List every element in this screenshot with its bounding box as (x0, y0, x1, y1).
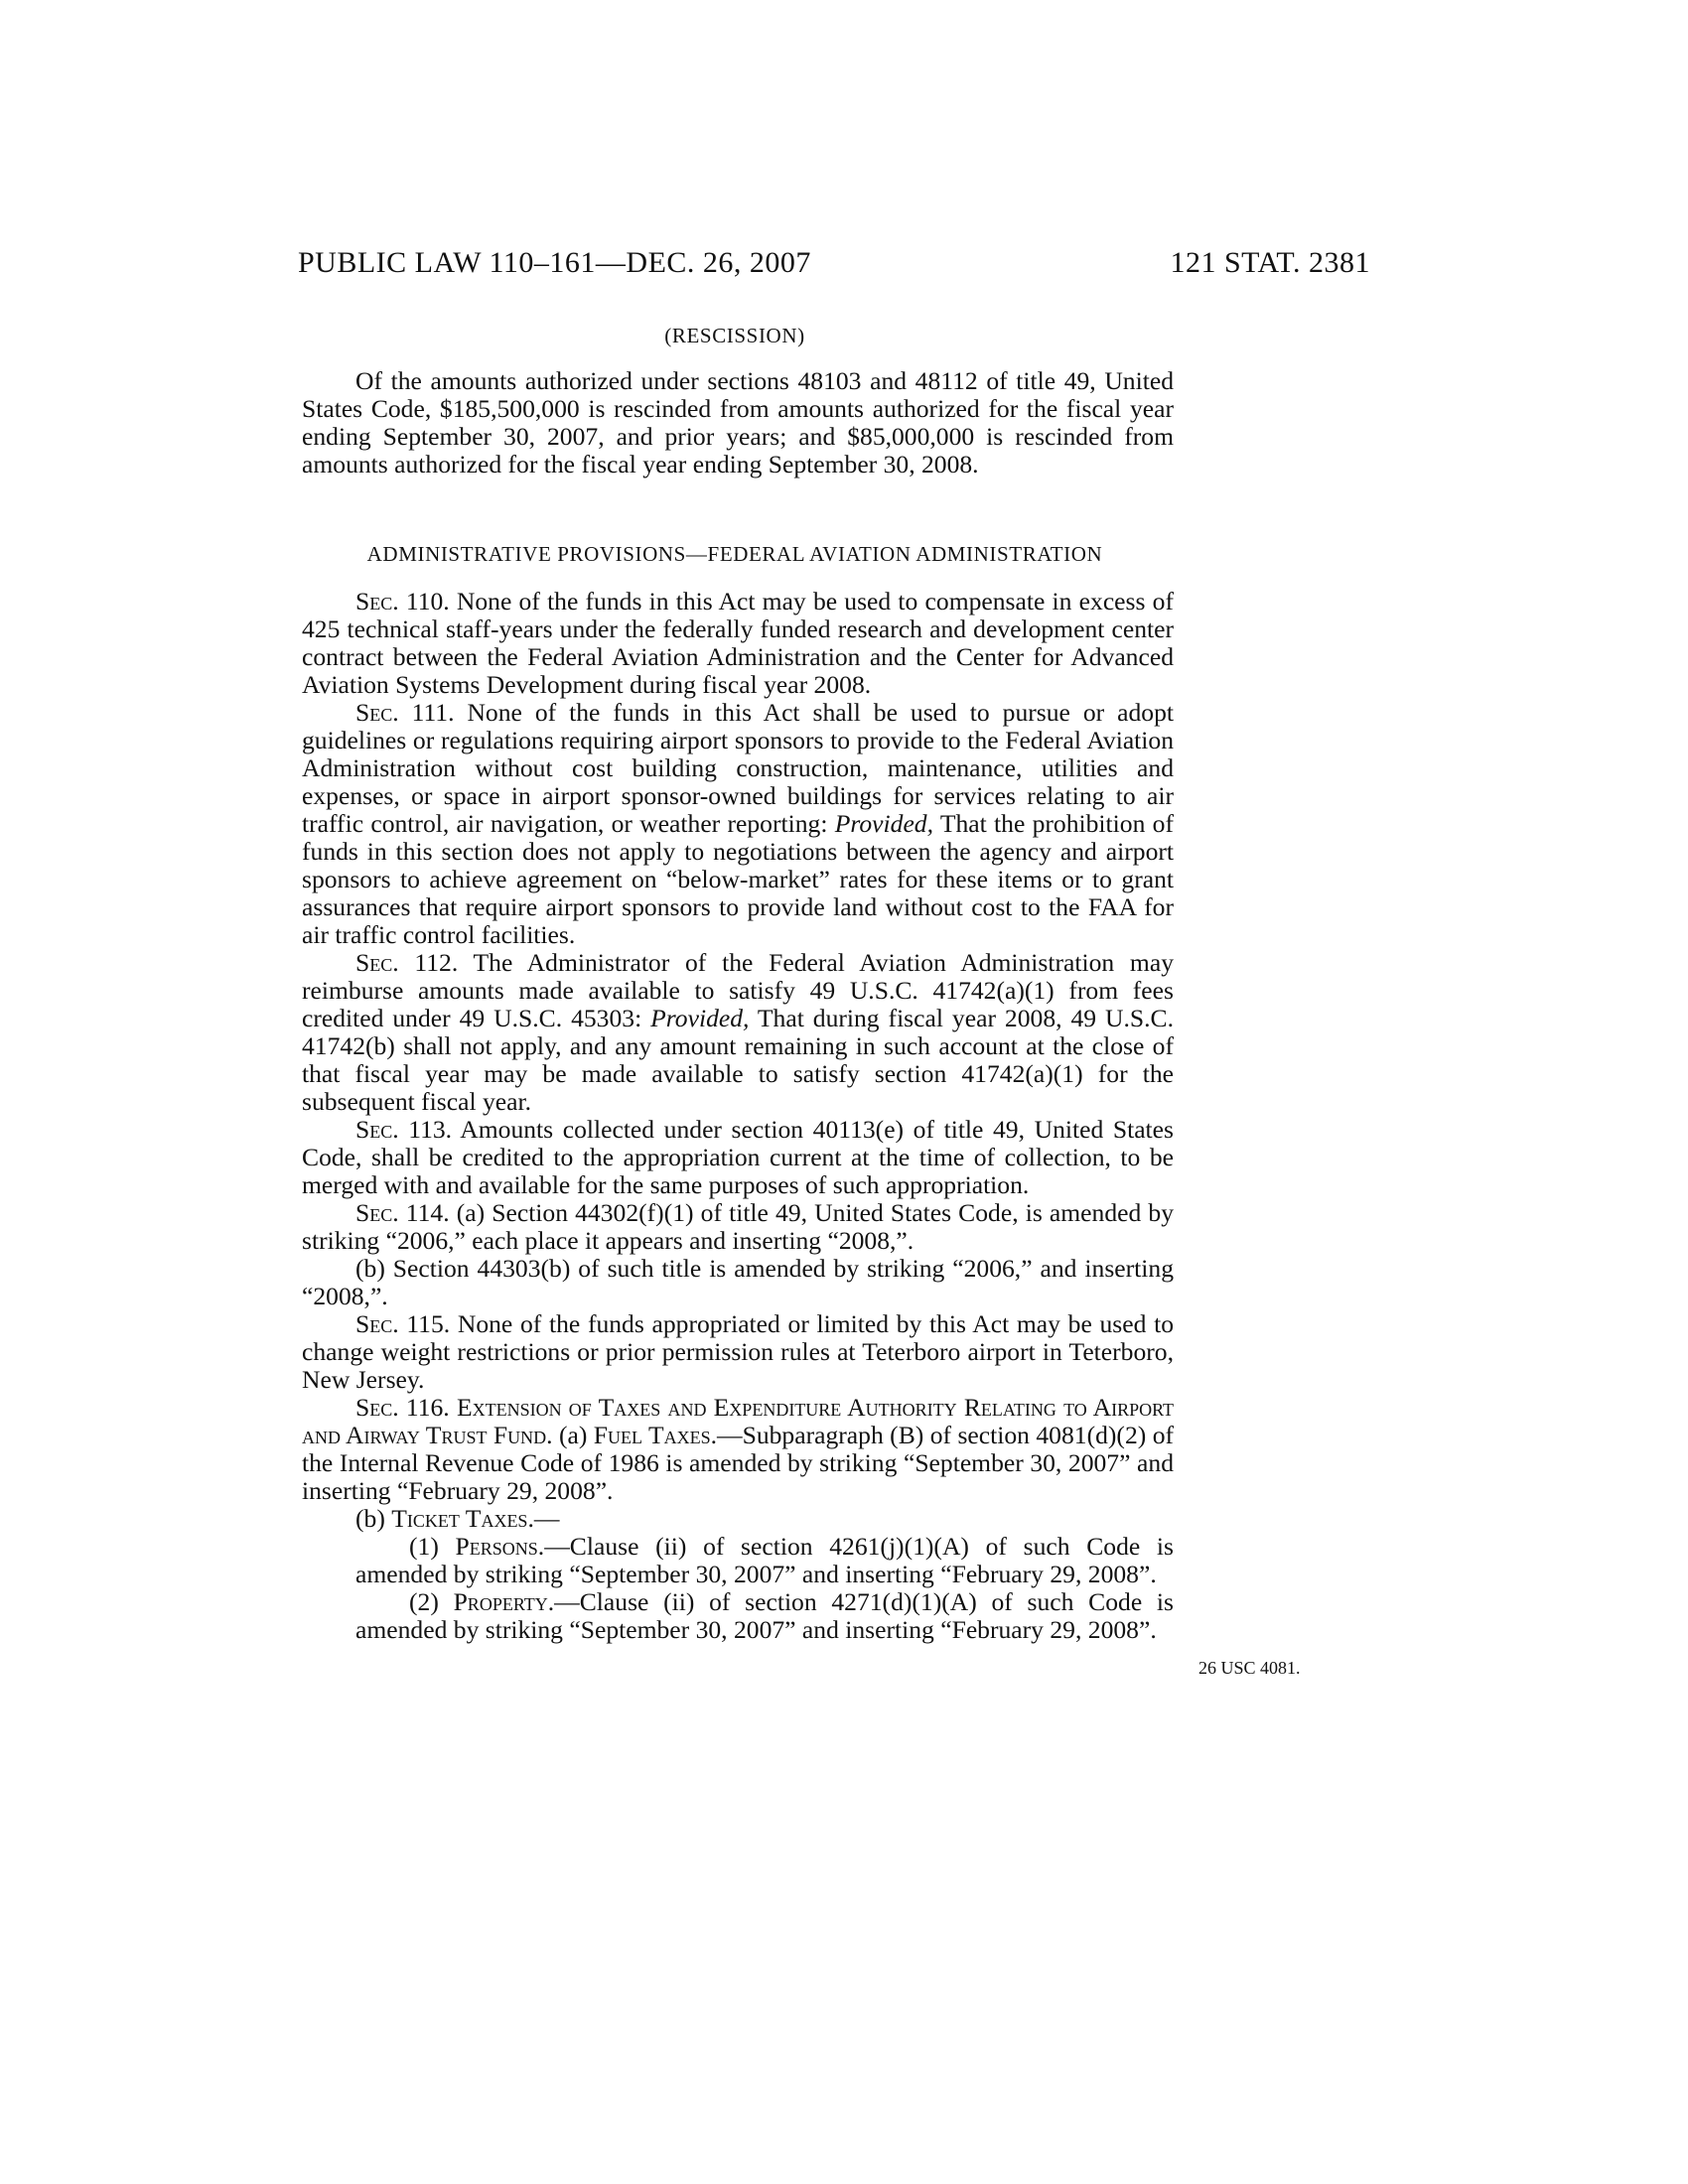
sections-body (302, 588, 1174, 1644)
sec-label: Sec. (355, 698, 399, 727)
sec-label: Sec. (355, 1309, 399, 1338)
section-caption: Extension of Taxes and Expenditure Authority Relating to Airport and Airway Trust Fund. (302, 1393, 1175, 1449)
section-113 (302, 1116, 1174, 1199)
section-text: 112. The Administrator of the Federal Aviation Administration may reimburse amounts made available to satisfy 49 U.S.C. 41742(a)(1) from fees credited under 49 U.S.C. 45303: (302, 948, 1174, 1032)
subsection-caption: Ticket Taxes. (391, 1504, 534, 1533)
section-text: 113. Amounts collected under section 40113(e) of title 49, United States Code, shall be credited to the appropriation current at the time of collection, to be merged with and available for the same purposes of such appropriation. (302, 1115, 1174, 1199)
section-text: 110. None of the funds in this Act may be used to compensate in excess of 425 technical staff-years under the federally funded research and development center contract between the Federal Aviation Administration and the Center for Advanced Aviation Systems Development during fiscal year 2008. (302, 587, 1174, 699)
section-116-b-2 (302, 1588, 1174, 1644)
proviso-italic: Provided, (650, 1004, 750, 1032)
dash: — (533, 1504, 560, 1533)
subsection-prefix: (b) (355, 1504, 392, 1533)
section-text: That the prohibition of funds in this section does not apply to negotiations between the agency and airport sponsors to achieve agreement on “below-market” rates for these items or to grant assurances that require airport sponsors to provide land without cost to the FAA for air traffic control facilities. (302, 809, 1174, 949)
section-110 (302, 588, 1174, 699)
margin-citation: 26 USC 4081. (1198, 1658, 1301, 1678)
proviso-italic: Provided, (834, 809, 933, 838)
admin-provisions-heading: ADMINISTRATIVE PROVISIONS—FEDERAL AVIATION ADMINISTRATION (366, 542, 1103, 566)
subsection-caption: Fuel Taxes. (593, 1421, 718, 1449)
section-text: 111. None of the funds in this Act shall be used to pursue or adopt guidelines or regulations requiring airport sponsors to provide to the Federal Aviation Administration without cost building construction, maintenance, utilities and expenses, or space in airport sponsor-owned buildings for services relating to air traffic control, air navigation, or weather reporting: (302, 698, 1174, 838)
sec-label: Sec. (355, 948, 399, 977)
section-111 (302, 699, 1174, 949)
section-116-a (302, 1394, 1174, 1505)
section-114-b: (b) Section 44303(b) of such title is amended by striking “2006,” and inserting “2008,”. (302, 1254, 1174, 1310)
subsection-prefix: (a) (552, 1421, 594, 1449)
statute-page-number: 121 STAT. 2381 (1170, 246, 1370, 279)
section-115 (302, 1310, 1174, 1394)
sec-label: Sec. (355, 587, 399, 615)
section-text: 114. (a) Section 44302(f)(1) of title 49, United States Code, is amended by striking “2006,” each place it appears and inserting “2008,”. (302, 1198, 1174, 1255)
section-text: —Subparagraph (B) of section 4081(d)(2) of the Internal Revenue Code of 1986 is amended by striking “September 30, 2007” and inserting “February 29, 2008”. (302, 1421, 1175, 1505)
running-head (298, 246, 1370, 286)
paragraph-prefix: (1) (409, 1532, 456, 1561)
section-text: That during fiscal year 2008, 49 U.S.C. 41742(b) shall not apply, and any amount remaining in such account at the close of that fiscal year may be made available to satisfy section 41742(a)(1) for the subsequent fiscal year. (302, 1004, 1174, 1116)
section-112 (302, 949, 1174, 1116)
rescission-heading: (RESCISSION) (664, 324, 805, 347)
rescission-body (302, 367, 1174, 478)
paragraph-prefix: (2) (409, 1587, 454, 1616)
section-text: 115. None of the funds appropriated or limited by this Act may be used to change weight restrictions or prior permission rules at Teterboro airport in Teterboro, New Jersey. (302, 1309, 1174, 1394)
section-116-b (302, 1505, 1174, 1533)
section-116-b-1 (302, 1533, 1174, 1588)
paragraph-caption: Property. (453, 1587, 555, 1616)
sec-label: Sec. (355, 1393, 399, 1422)
page-title: PUBLIC LAW 110–161—DEC. 26, 2007 (298, 246, 811, 279)
sec-label: Sec. (355, 1198, 399, 1227)
rescission-paragraph: Of the amounts authorized under sections 48103 and 48112 of title 49, United States Code, $185,500,000 is rescinded from amounts authorized for the fiscal year ending September 30, 2007, and prior years; and $85,000,000 is rescinded from amounts authorized for the fiscal year ending September 30, 2008. (302, 366, 1174, 478)
section-text: —Clause (ii) of section 4271(d)(1)(A) of such Code is amended by striking “September 30, 2007” and inserting “February 29, 2008”. (355, 1587, 1174, 1644)
section-114-a (302, 1199, 1174, 1255)
paragraph-caption: Persons. (455, 1532, 545, 1561)
section-text: —Clause (ii) of section 4261(j)(1)(A) of such Code is amended by striking “September 30, 2007” and inserting “February 29, 2008”. (355, 1532, 1174, 1588)
section-number: 116. (398, 1393, 457, 1422)
sec-label: Sec. (355, 1115, 399, 1144)
